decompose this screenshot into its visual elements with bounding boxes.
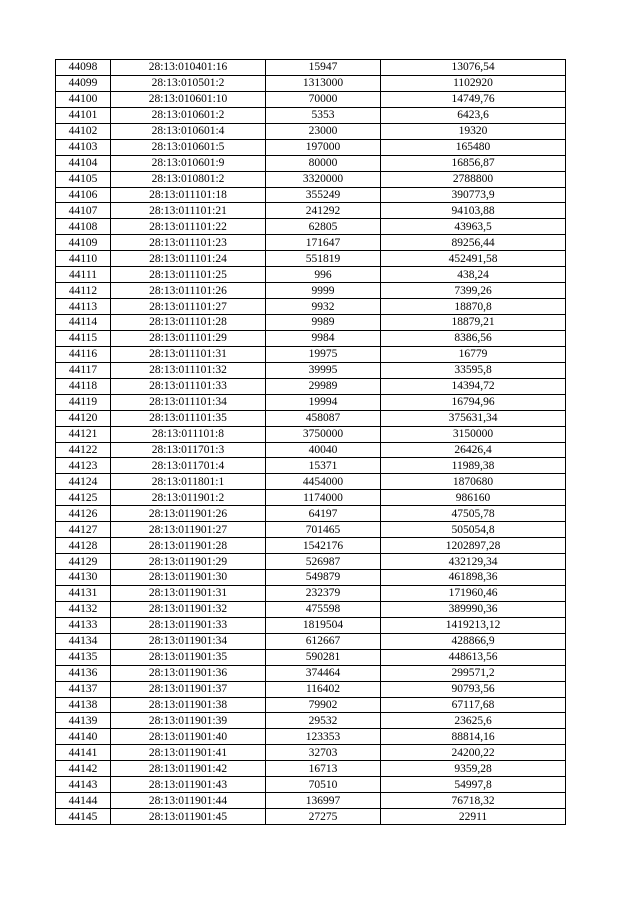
cadastral-number-cell: 28:13:011101:22 bbox=[111, 219, 266, 235]
cadastral-value-cell: 428866,9 bbox=[381, 633, 566, 649]
table-row bbox=[56, 793, 566, 809]
area-cell: 16713 bbox=[266, 761, 381, 777]
table-body bbox=[56, 60, 566, 825]
cadastral-value-cell: 14394,72 bbox=[381, 378, 566, 394]
row-number-cell: 44100 bbox=[56, 91, 111, 107]
cadastral-value-cell: 375631,34 bbox=[381, 410, 566, 426]
row-number-cell: 44138 bbox=[56, 697, 111, 713]
table-row bbox=[56, 251, 566, 267]
area-cell: 29532 bbox=[266, 713, 381, 729]
table-row bbox=[56, 107, 566, 123]
row-number-cell: 44123 bbox=[56, 458, 111, 474]
row-number-cell: 44127 bbox=[56, 522, 111, 538]
table-row bbox=[56, 649, 566, 665]
area-cell: 3750000 bbox=[266, 426, 381, 442]
document-page bbox=[55, 59, 566, 825]
area-cell: 1313000 bbox=[266, 75, 381, 91]
table-row bbox=[56, 299, 566, 315]
cadastral-number-cell: 28:13:011901:36 bbox=[111, 665, 266, 681]
cadastral-value-cell: 11989,38 bbox=[381, 458, 566, 474]
cadastral-value-cell: 14749,76 bbox=[381, 91, 566, 107]
cadastral-number-cell: 28:13:011101:33 bbox=[111, 378, 266, 394]
table-row bbox=[56, 745, 566, 761]
cadastral-value-cell: 54997,8 bbox=[381, 777, 566, 793]
cadastral-number-cell: 28:13:011901:37 bbox=[111, 681, 266, 697]
cadastral-number-cell: 28:13:011101:31 bbox=[111, 346, 266, 362]
cadastral-number-cell: 28:13:011901:31 bbox=[111, 585, 266, 601]
cadastral-number-cell: 28:13:011101:18 bbox=[111, 187, 266, 203]
area-cell: 39995 bbox=[266, 362, 381, 378]
row-number-cell: 44113 bbox=[56, 299, 111, 315]
row-number-cell: 44129 bbox=[56, 554, 111, 570]
area-cell: 9989 bbox=[266, 315, 381, 331]
cadastral-number-cell: 28:13:011101:21 bbox=[111, 203, 266, 219]
cadastral-number-cell: 28:13:011901:34 bbox=[111, 633, 266, 649]
cadastral-value-cell: 9359,28 bbox=[381, 761, 566, 777]
row-number-cell: 44111 bbox=[56, 267, 111, 283]
cadastral-number-cell: 28:13:010601:5 bbox=[111, 139, 266, 155]
cadastral-number-cell: 28:13:011101:27 bbox=[111, 299, 266, 315]
cadastral-value-cell: 2788800 bbox=[381, 171, 566, 187]
cadastral-number-cell: 28:13:010501:2 bbox=[111, 75, 266, 91]
cadastral-value-cell: 7399,26 bbox=[381, 283, 566, 299]
cadastral-value-cell: 22911 bbox=[381, 809, 566, 825]
table-row bbox=[56, 378, 566, 394]
table-row bbox=[56, 554, 566, 570]
area-cell: 526987 bbox=[266, 554, 381, 570]
cadastral-number-cell: 28:13:011901:40 bbox=[111, 729, 266, 745]
cadastral-number-cell: 28:13:011801:1 bbox=[111, 474, 266, 490]
table-row bbox=[56, 442, 566, 458]
area-cell: 15371 bbox=[266, 458, 381, 474]
cadastral-value-cell: 18879,21 bbox=[381, 315, 566, 331]
area-cell: 4454000 bbox=[266, 474, 381, 490]
table-row bbox=[56, 187, 566, 203]
row-number-cell: 44108 bbox=[56, 219, 111, 235]
cadastral-value-cell: 171960,46 bbox=[381, 585, 566, 601]
area-cell: 62805 bbox=[266, 219, 381, 235]
cadastral-value-cell: 16856,87 bbox=[381, 155, 566, 171]
cadastral-number-cell: 28:13:011901:38 bbox=[111, 697, 266, 713]
cadastral-value-cell: 165480 bbox=[381, 139, 566, 155]
area-cell: 1174000 bbox=[266, 490, 381, 506]
area-cell: 23000 bbox=[266, 123, 381, 139]
table-row bbox=[56, 490, 566, 506]
table-row bbox=[56, 60, 566, 76]
row-number-cell: 44112 bbox=[56, 283, 111, 299]
row-number-cell: 44121 bbox=[56, 426, 111, 442]
row-number-cell: 44143 bbox=[56, 777, 111, 793]
area-cell: 3320000 bbox=[266, 171, 381, 187]
cadastral-value-cell: 8386,56 bbox=[381, 330, 566, 346]
table-row bbox=[56, 330, 566, 346]
table-row bbox=[56, 570, 566, 586]
row-number-cell: 44125 bbox=[56, 490, 111, 506]
table-row bbox=[56, 267, 566, 283]
table-row bbox=[56, 617, 566, 633]
cadastral-number-cell: 28:13:011701:4 bbox=[111, 458, 266, 474]
row-number-cell: 44102 bbox=[56, 123, 111, 139]
area-cell: 241292 bbox=[266, 203, 381, 219]
area-cell: 40040 bbox=[266, 442, 381, 458]
cadastral-value-cell: 1102920 bbox=[381, 75, 566, 91]
table-row bbox=[56, 219, 566, 235]
cadastral-number-cell: 28:13:011701:3 bbox=[111, 442, 266, 458]
table-row bbox=[56, 809, 566, 825]
row-number-cell: 44099 bbox=[56, 75, 111, 91]
cadastral-value-cell: 452491,58 bbox=[381, 251, 566, 267]
cadastral-number-cell: 28:13:011901:44 bbox=[111, 793, 266, 809]
cadastral-value-cell: 47505,78 bbox=[381, 506, 566, 522]
table-row bbox=[56, 585, 566, 601]
row-number-cell: 44124 bbox=[56, 474, 111, 490]
area-cell: 1819504 bbox=[266, 617, 381, 633]
area-cell: 19975 bbox=[266, 346, 381, 362]
table-row bbox=[56, 729, 566, 745]
table-row bbox=[56, 139, 566, 155]
cadastral-number-cell: 28:13:011901:29 bbox=[111, 554, 266, 570]
cadastral-number-cell: 28:13:010601:4 bbox=[111, 123, 266, 139]
cadastral-value-cell: 299571,2 bbox=[381, 665, 566, 681]
row-number-cell: 44106 bbox=[56, 187, 111, 203]
area-cell: 19994 bbox=[266, 394, 381, 410]
area-cell: 79902 bbox=[266, 697, 381, 713]
row-number-cell: 44141 bbox=[56, 745, 111, 761]
row-number-cell: 44119 bbox=[56, 394, 111, 410]
row-number-cell: 44103 bbox=[56, 139, 111, 155]
row-number-cell: 44145 bbox=[56, 809, 111, 825]
row-number-cell: 44114 bbox=[56, 315, 111, 331]
cadastral-number-cell: 28:13:011901:32 bbox=[111, 601, 266, 617]
area-cell: 551819 bbox=[266, 251, 381, 267]
table-row bbox=[56, 91, 566, 107]
cadastral-value-cell: 16794,96 bbox=[381, 394, 566, 410]
cadastral-value-cell: 33595,8 bbox=[381, 362, 566, 378]
cadastral-number-cell: 28:13:011101:35 bbox=[111, 410, 266, 426]
area-cell: 29989 bbox=[266, 378, 381, 394]
cadastral-number-cell: 28:13:011101:28 bbox=[111, 315, 266, 331]
table-row bbox=[56, 713, 566, 729]
cadastral-value-cell: 18870,8 bbox=[381, 299, 566, 315]
row-number-cell: 44139 bbox=[56, 713, 111, 729]
cadastral-value-cell: 1419213,12 bbox=[381, 617, 566, 633]
cadastral-value-cell: 505054,8 bbox=[381, 522, 566, 538]
area-cell: 475598 bbox=[266, 601, 381, 617]
cadastral-value-cell: 26426,4 bbox=[381, 442, 566, 458]
table-row bbox=[56, 362, 566, 378]
cadastral-number-cell: 28:13:011101:23 bbox=[111, 235, 266, 251]
row-number-cell: 44132 bbox=[56, 601, 111, 617]
area-cell: 458087 bbox=[266, 410, 381, 426]
cadastral-value-cell: 448613,56 bbox=[381, 649, 566, 665]
table-row bbox=[56, 315, 566, 331]
cadastral-number-cell: 28:13:010601:2 bbox=[111, 107, 266, 123]
row-number-cell: 44136 bbox=[56, 665, 111, 681]
table-row bbox=[56, 171, 566, 187]
table-row bbox=[56, 75, 566, 91]
cadastral-number-cell: 28:13:011901:45 bbox=[111, 809, 266, 825]
cadastral-value-cell: 43963,5 bbox=[381, 219, 566, 235]
area-cell: 612667 bbox=[266, 633, 381, 649]
table-row bbox=[56, 697, 566, 713]
table-row bbox=[56, 394, 566, 410]
cadastral-number-cell: 28:13:011901:26 bbox=[111, 506, 266, 522]
row-number-cell: 44137 bbox=[56, 681, 111, 697]
cadastral-number-cell: 28:13:011101:34 bbox=[111, 394, 266, 410]
cadastral-value-cell: 88814,16 bbox=[381, 729, 566, 745]
cadastral-number-cell: 28:13:010401:16 bbox=[111, 60, 266, 76]
row-number-cell: 44142 bbox=[56, 761, 111, 777]
area-cell: 70000 bbox=[266, 91, 381, 107]
cadastral-number-cell: 28:13:010601:10 bbox=[111, 91, 266, 107]
cadastral-number-cell: 28:13:011901:35 bbox=[111, 649, 266, 665]
cadastral-value-cell: 89256,44 bbox=[381, 235, 566, 251]
area-cell: 70510 bbox=[266, 777, 381, 793]
row-number-cell: 44140 bbox=[56, 729, 111, 745]
area-cell: 9932 bbox=[266, 299, 381, 315]
row-number-cell: 44115 bbox=[56, 330, 111, 346]
row-number-cell: 44107 bbox=[56, 203, 111, 219]
row-number-cell: 44118 bbox=[56, 378, 111, 394]
cadastral-number-cell: 28:13:011901:28 bbox=[111, 538, 266, 554]
area-cell: 80000 bbox=[266, 155, 381, 171]
table-row bbox=[56, 601, 566, 617]
area-cell: 197000 bbox=[266, 139, 381, 155]
table-row bbox=[56, 283, 566, 299]
cadastral-value-cell: 90793,56 bbox=[381, 681, 566, 697]
cadastral-value-cell: 67117,68 bbox=[381, 697, 566, 713]
table-row bbox=[56, 681, 566, 697]
table-row bbox=[56, 474, 566, 490]
table-row bbox=[56, 777, 566, 793]
area-cell: 355249 bbox=[266, 187, 381, 203]
cadastral-number-cell: 28:13:011901:30 bbox=[111, 570, 266, 586]
cadastral-value-cell: 461898,36 bbox=[381, 570, 566, 586]
cadastral-value-cell: 1870680 bbox=[381, 474, 566, 490]
cadastral-number-cell: 28:13:011901:41 bbox=[111, 745, 266, 761]
cadastral-value-cell: 76718,32 bbox=[381, 793, 566, 809]
cadastral-value-cell: 13076,54 bbox=[381, 60, 566, 76]
cadastral-value-cell: 1202897,28 bbox=[381, 538, 566, 554]
cadastral-number-cell: 28:13:011901:33 bbox=[111, 617, 266, 633]
area-cell: 9984 bbox=[266, 330, 381, 346]
table-row bbox=[56, 506, 566, 522]
row-number-cell: 44128 bbox=[56, 538, 111, 554]
table-row bbox=[56, 346, 566, 362]
table-row bbox=[56, 203, 566, 219]
cadastral-value-cell: 389990,36 bbox=[381, 601, 566, 617]
area-cell: 15947 bbox=[266, 60, 381, 76]
table-row bbox=[56, 410, 566, 426]
area-cell: 27275 bbox=[266, 809, 381, 825]
table-row bbox=[56, 235, 566, 251]
area-cell: 996 bbox=[266, 267, 381, 283]
table-row bbox=[56, 522, 566, 538]
cadastral-value-cell: 19320 bbox=[381, 123, 566, 139]
table-row bbox=[56, 761, 566, 777]
cadastral-value-cell: 986160 bbox=[381, 490, 566, 506]
row-number-cell: 44098 bbox=[56, 60, 111, 76]
row-number-cell: 44120 bbox=[56, 410, 111, 426]
area-cell: 32703 bbox=[266, 745, 381, 761]
cadastral-number-cell: 28:13:010601:9 bbox=[111, 155, 266, 171]
cadastral-value-cell: 390773,9 bbox=[381, 187, 566, 203]
table-row bbox=[56, 123, 566, 139]
cadastral-number-cell: 28:13:011101:29 bbox=[111, 330, 266, 346]
row-number-cell: 44130 bbox=[56, 570, 111, 586]
area-cell: 701465 bbox=[266, 522, 381, 538]
cadastral-value-cell: 3150000 bbox=[381, 426, 566, 442]
area-cell: 232379 bbox=[266, 585, 381, 601]
cadastral-number-cell: 28:13:011101:26 bbox=[111, 283, 266, 299]
area-cell: 9999 bbox=[266, 283, 381, 299]
cadastral-value-table bbox=[55, 59, 566, 825]
cadastral-number-cell: 28:13:011901:2 bbox=[111, 490, 266, 506]
row-number-cell: 44126 bbox=[56, 506, 111, 522]
table-row bbox=[56, 633, 566, 649]
area-cell: 136997 bbox=[266, 793, 381, 809]
area-cell: 374464 bbox=[266, 665, 381, 681]
area-cell: 549879 bbox=[266, 570, 381, 586]
cadastral-value-cell: 16779 bbox=[381, 346, 566, 362]
cadastral-number-cell: 28:13:011101:24 bbox=[111, 251, 266, 267]
table-row bbox=[56, 155, 566, 171]
cadastral-number-cell: 28:13:011901:27 bbox=[111, 522, 266, 538]
area-cell: 5353 bbox=[266, 107, 381, 123]
row-number-cell: 44101 bbox=[56, 107, 111, 123]
row-number-cell: 44116 bbox=[56, 346, 111, 362]
cadastral-value-cell: 438,24 bbox=[381, 267, 566, 283]
cadastral-number-cell: 28:13:011901:43 bbox=[111, 777, 266, 793]
row-number-cell: 44134 bbox=[56, 633, 111, 649]
row-number-cell: 44144 bbox=[56, 793, 111, 809]
cadastral-value-cell: 23625,6 bbox=[381, 713, 566, 729]
row-number-cell: 44105 bbox=[56, 171, 111, 187]
table-row bbox=[56, 458, 566, 474]
row-number-cell: 44122 bbox=[56, 442, 111, 458]
cadastral-number-cell: 28:13:011101:25 bbox=[111, 267, 266, 283]
table-row bbox=[56, 538, 566, 554]
cadastral-number-cell: 28:13:010801:2 bbox=[111, 171, 266, 187]
row-number-cell: 44104 bbox=[56, 155, 111, 171]
row-number-cell: 44110 bbox=[56, 251, 111, 267]
cadastral-value-cell: 432129,34 bbox=[381, 554, 566, 570]
area-cell: 123353 bbox=[266, 729, 381, 745]
cadastral-value-cell: 24200,22 bbox=[381, 745, 566, 761]
area-cell: 1542176 bbox=[266, 538, 381, 554]
cadastral-number-cell: 28:13:011101:8 bbox=[111, 426, 266, 442]
cadastral-value-cell: 6423,6 bbox=[381, 107, 566, 123]
cadastral-value-cell: 94103,88 bbox=[381, 203, 566, 219]
cadastral-number-cell: 28:13:011901:39 bbox=[111, 713, 266, 729]
area-cell: 590281 bbox=[266, 649, 381, 665]
table-row bbox=[56, 426, 566, 442]
area-cell: 171647 bbox=[266, 235, 381, 251]
cadastral-number-cell: 28:13:011901:42 bbox=[111, 761, 266, 777]
area-cell: 116402 bbox=[266, 681, 381, 697]
table-row bbox=[56, 665, 566, 681]
area-cell: 64197 bbox=[266, 506, 381, 522]
row-number-cell: 44131 bbox=[56, 585, 111, 601]
row-number-cell: 44133 bbox=[56, 617, 111, 633]
cadastral-number-cell: 28:13:011101:32 bbox=[111, 362, 266, 378]
row-number-cell: 44135 bbox=[56, 649, 111, 665]
row-number-cell: 44109 bbox=[56, 235, 111, 251]
row-number-cell: 44117 bbox=[56, 362, 111, 378]
